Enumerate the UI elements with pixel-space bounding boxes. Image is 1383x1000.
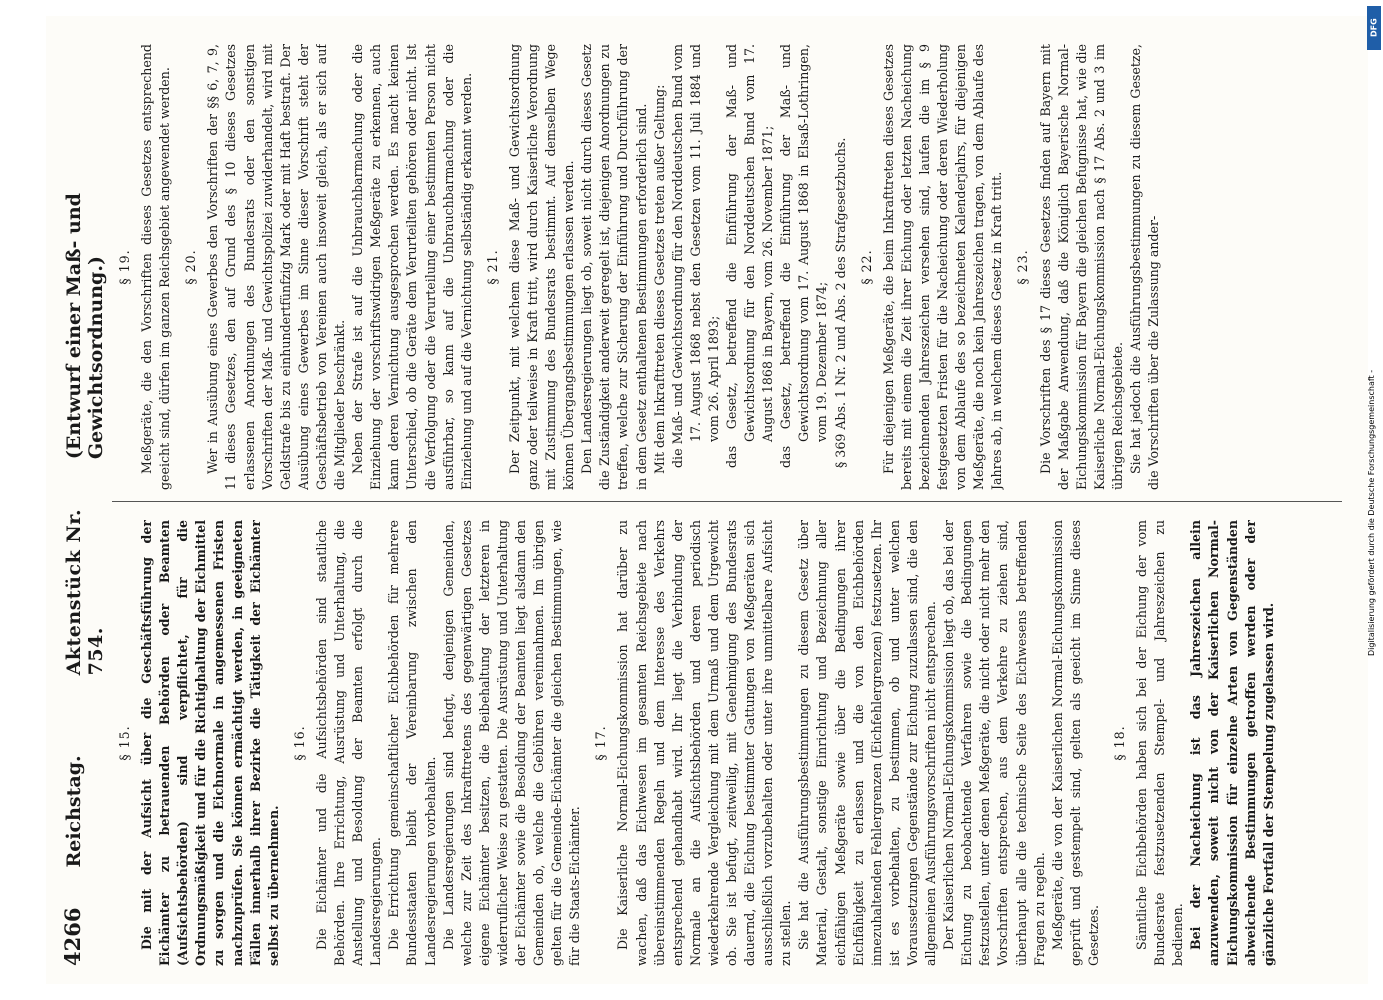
- section-heading: § 17.: [593, 725, 609, 761]
- paragraph: Für diejenigen Meßgeräte, die beim Inkrafttreten dieses Gesetzes bereits mit einem die Zeit ihrer Eichung oder letzten Nacheichung bezeichnenden Jahreszeichen versehen sind, laufen die im § 9 festgesetzten Fristen für die Nacheichung oder deren Wiederholung von dem Ablaufe des so bezeichneten Kalenderjahrs, für diejenigen Meßgeräte, die noch kein Jahreszeichen tragen, von dem Ablaufe des Jahres ab, in welchem dieses Gesetz in Kraft tritt.: [880, 44, 1005, 490]
- dfg-logo: DFG: [1367, 6, 1381, 50]
- digitization-note: Digitalisierung gefördert durch die Deutsche Forschungsgemeinschaft -: [1367, 369, 1376, 656]
- paragraph: Die Eichämter und die Aufsichtsbehörden sind staatliche Behörden. Ihre Errichtung, Ausrüstung und Unterhaltung, die Anstellung und Besoldung der Beamten erfolgt durch die Landesregierungen.: [313, 520, 384, 966]
- scanned-page: [46, 16, 1368, 984]
- rotated-page-content: [46, 16, 1368, 984]
- document-title: Aktenstück Nr. 754.: [63, 508, 107, 676]
- left-text-column: [108, 520, 1348, 966]
- page-number: 4266: [60, 907, 85, 966]
- paragraph: Die mit der Aufsicht über die Geschäftsführung der Eichämter zu betrauenden Behörden oder Beamten (Aufsichtsbehörden) sind verpflichtet, für die Ordnungsmäßigkeit und für die Richtighaltung der Eichmittel zu sorgen und die Eichnormale in angemessenen Fristen nachzuprüfen. Sie können ermächtigt werden, in geeigneten Fällen innerhalb ihrer Bezirke die Tätigkeit der Eichämter selbst zu übernehmen.: [139, 520, 281, 966]
- paragraph: Sie hat jedoch die Ausführungsbestimmungen zu diesem Gesetze, die Vorschriften über die Zulassung ander-: [1127, 44, 1162, 490]
- list-item: § 369 Abs. 1 Nr. 2 und Abs. 2 des Strafgesetzbuchs.: [832, 137, 848, 468]
- paragraph: Den Landesregierungen liegt ob, soweit nicht durch dieses Gesetz die Zuständigkeit anderweit geregelt ist, diejenigen Anordnungen zu treffen, welche zur Sicherung der Einführung und Durchführung der in dem Gesetz enthaltenen Bestimmungen erforderlich sind.: [579, 44, 649, 490]
- section-heading: § 15.: [117, 725, 132, 761]
- paragraph: Die Errichtung gemeinschaftlicher Eichbehörden für mehrere Bundesstaaten bleibt der Vereinbarung zwischen den Landesregierungen vorbehalten.: [386, 520, 438, 966]
- running-title: Reichstag.: [63, 755, 85, 868]
- list-item: das Gesetz, betreffend die Einführung der Maß- und Gewichtsordnung für den Norddeutschen Bund vom 17. August 1868 in Bayern, vom 26. November 1871;: [724, 44, 776, 468]
- document-subtitle: (Entwurf einer Maß- und Gewichtsordnung.): [63, 193, 107, 460]
- paragraph: Die Landesregierungen sind befugt, denjenigen Gemeinden, welche zur Zeit des Inkrafttretens des gegenwärtigen Gesetzes eigene Eichämter besitzen, die Beibehaltung der letzteren in widerruflicher Weise zu gestatten. Die Ausrüstung und Unterhaltung der Eichämter sowie die Besoldung der Beamten liegt alsdann den Gemeinden ob, welche die Gebühren vereinnahmen. Im übrigen gelten für die Gemeinde-Eichämter die gleichen Bestimmungen, wie für die Staats-Eichämter.: [440, 520, 583, 966]
- paragraph: Bei der Nacheichung ist das Jahreszeichen allein anzuwenden, soweit nicht von der Kaiserlichen Normal-Eichungskommission für einzelne Arten von Gegenständen abweichende Bestimmungen getroffen werden oder der gänzliche Fortfall der Stempelung zugelassen wird.: [1188, 520, 1276, 966]
- paragraph: Meßgeräte, die den Vorschriften dieses Gesetzes entsprechend geeicht sind, dürfen im ganzen Reichsgebiet angewendet werden.: [139, 44, 173, 490]
- section-heading: § 22.: [858, 249, 874, 285]
- paragraph: Der Zeitpunkt, mit welchem diese Maß- und Gewichtsordnung ganz oder teilweise in Kraft tritt, wird durch Kaiserliche Verordnung mit Zustimmung des Bundesrats bestimmt. Auf demselben Wege können Übergangsbestimmungen erlassen werden.: [506, 44, 577, 490]
- paragraph: Mit dem Inkrafttreten dieses Gesetzes treten außer Geltung:: [651, 84, 667, 474]
- page-header: [60, 34, 107, 966]
- paragraph: Die Vorschriften des § 17 dieses Gesetzes finden auf Bayern mit der Maßgabe Anwendung, daß die Königlich Bayerische Normal-Eichungskommission für Bayern die gleichen Befugnisse hat, wie die Kaiserliche Normal-Eichungskommission nach § 17 Abs. 2 und 3 im übrigen Reichsgebiete.: [1037, 44, 1125, 490]
- section-heading: § 23.: [1015, 249, 1031, 285]
- section-heading: § 18.: [1111, 725, 1127, 761]
- right-text-column: [108, 44, 1348, 490]
- paragraph: Der Kaiserlichen Normal-Eichungskommission liegt ob, das bei der Eichung zu beobachtende Verfahren sowie die Bedingungen festzustellen, unter denen Meßgeräte, die nicht oder nicht mehr den Vorschriften entsprechen, aus dem Verkehre zu ziehen sind, überhaupt alle die technische Seite des Eichwesens betreffenden Fragen zu regeln.: [941, 520, 1047, 966]
- section-heading: § 21.: [484, 249, 500, 285]
- section-heading: § 19.: [117, 249, 132, 285]
- section-heading: § 20.: [183, 249, 199, 285]
- paragraph: Die Kaiserliche Normal-Eichungskommission hat darüber zu wachen, daß das Eichwesen im gesamten Reichsgebiete nach übereinstimmenden Regeln und dem Interesse des Verkehrs entsprechend gehandhabt wird. Ihr liegt die Verbindung der Normale an die Aufsichtsbehörden und deren periodisch wiederkehrende Vergleichung mit dem Urmaß und dem Urgewicht ob. Sie ist befugt, zeitweilig, mit Genehmigung des Bundesrats dauernd, die Eichung bestimmter Gattungen von Meßgeräten sich ausschließlich vorzubehalten oder unter ihre unmittelbare Aufsicht zu stellen.: [615, 520, 794, 966]
- paragraph: Sie hat die Ausführungsbestimmungen zu diesem Gesetz über Material, Gestalt, sonstige Einrichtung und Bezeichnung aller eichfähigen Meßgeräte sowie über die Bedingungen ihrer Eichfähigkeit zu erlassen und die von den Eichbehörden innezuhaltenden Fehlergrenzen (Eichfehlergrenzen) festzusetzen. Ihr ist es vorbehalten, zu bestimmen, ob und unter welchen Voraussetzungen Gegenstände zur Eichung zuzulassen sind, die den allgemeinen Ausführungsvorschriften nicht entsprechen.: [796, 520, 939, 966]
- paragraph: Meßgeräte, die von der Kaiserlichen Normal-Eichungskommission geprüft und gestempelt sind, gelten als geeicht im Sinne dieses Gesetzes.: [1049, 520, 1101, 966]
- list-item: das Gesetz, betreffend die Einführung der Maß- und Gewichtsordnung vom 17. August 1868 in Elsaß-Lothringen, vom 19. Dezember 1874;: [778, 44, 830, 468]
- repealed-laws-list: [669, 44, 850, 468]
- paragraph: Neben der Strafe ist auf die Unbrauchbarmachung oder die Einziehung der vorschriftswidrigen Meßgeräte zu erkennen, auch kann deren Vernichtung ausgesprochen werden. Es macht keinen Unterschied, ob die Geräte dem Verurteilten gehören oder nicht. Ist die Verfolgung oder die Verurteilung einer bestimmten Person nicht ausführbar, so kann auf die Unbrauchbarmachung oder die Einziehung und auf die Vernichtung selbständig erkannt werden.: [350, 44, 474, 490]
- list-item: die Maß- und Gewichtsordnung für den Norddeutschen Bund vom 17. August 1868 nebst den Gesetzen vom 11. Juli 1884 und vom 26. April 1893;: [669, 44, 721, 468]
- paragraph: Sämtliche Eichbehörden haben sich bei der Eichung der vom Bundesrate festzusetzenden Stempel- und Jahreszeichen zu bedienen.: [1134, 520, 1186, 966]
- column-divider: [112, 501, 1342, 502]
- paragraph: Wer in Ausübung eines Gewerbes den Vorschriften der §§ 6, 7, 9, 11 dieses Gesetzes, den auf Grund des § 10 dieses Gesetzes erlassenen Anordnungen des Bundesrats oder den sonstigen Vorschriften der Maß- und Gewichtspolizei zuwiderhandelt, wird mit Geldstrafe bis zu einhundertfünfzig Mark oder mit Haft bestraft. Der Ausübung eines Gewerbes im Sinne dieser Vorschrift steht der Geschäftsbetrieb von Vereinen auch insoweit gleich, als er sich auf die Mitglieder beschränkt.: [205, 44, 348, 490]
- section-heading: § 16.: [291, 725, 307, 761]
